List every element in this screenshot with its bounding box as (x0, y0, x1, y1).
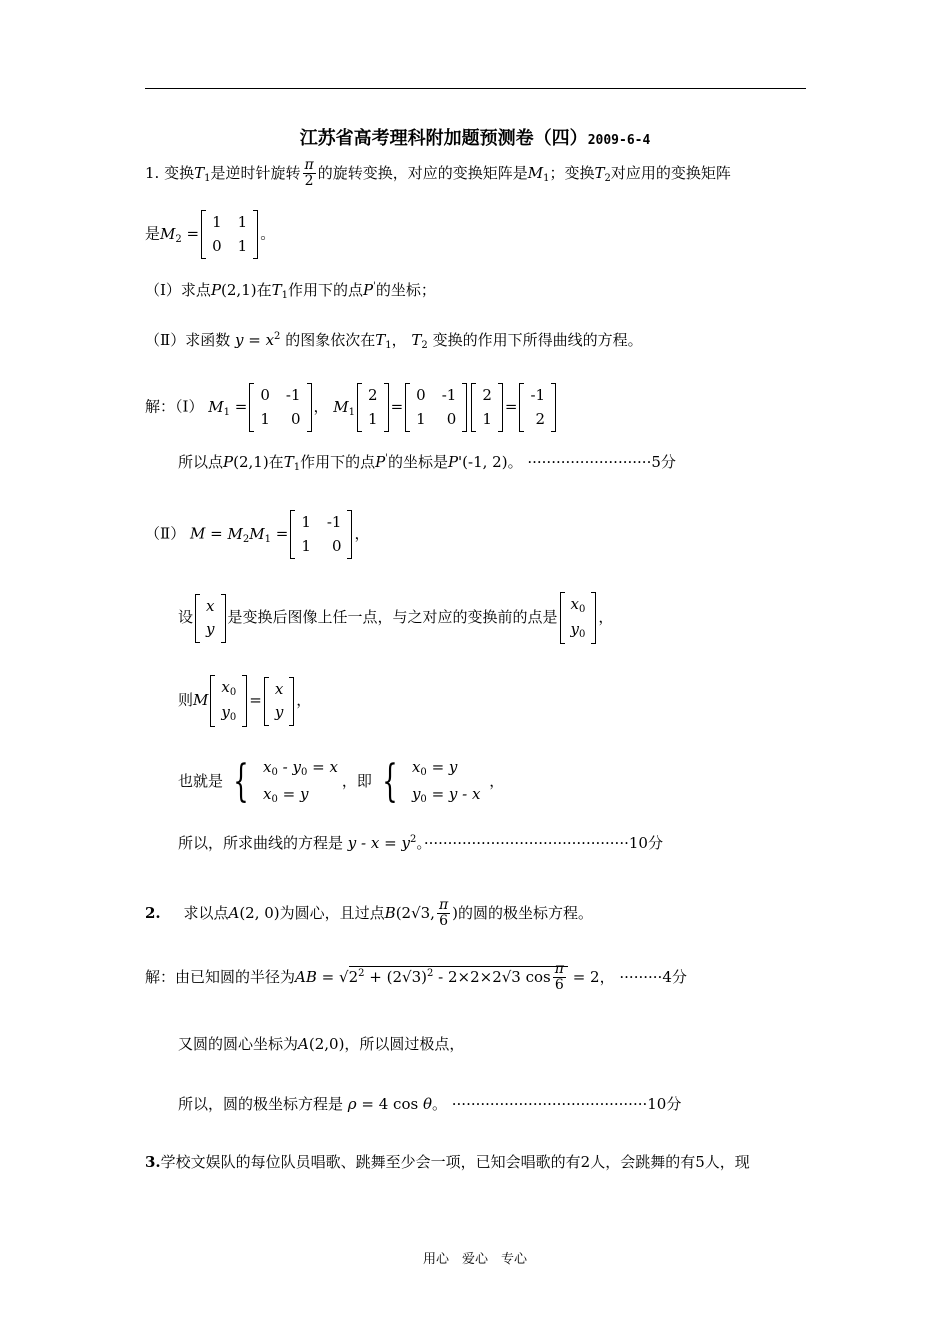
matrix-m: 1 -1 1 0 (290, 510, 352, 559)
solution-1-system: 也就是 { $x_0 - y_0 = x$ $x_0 = y$ ，即 { $x_0 = y$ $y_0 = y - x$ ， (178, 756, 505, 807)
solution-1-part-1: 解：（Ⅰ） $M_1$ = 0 -1 1 0 ， $M_1$ 2 1 = 0 -1 1 0 2 1 = -1 2 (145, 383, 806, 432)
solution-2-radius: 解：由已知圆的半径为AB = $√2^2 + (2√3)^2 - 2\times 2\times 2√3$ cos $\frac{\pi}{6}$ = 2， ·········4分 (145, 961, 687, 994)
problem-2-statement: 2. 求以点A(2, 0)为圆心，且过点B(2√3, $\frac{\pi}{6}$ )的圆的极坐标方程。 (145, 897, 594, 930)
text: 的旋转变换，对应的变换矩阵是 (317, 163, 528, 182)
text: 为圆心，且过点 (279, 903, 385, 922)
solution-1-conclusion: 所以，所求曲线的方程是 $y - x = y^2$。···········································10分 (178, 834, 663, 852)
text: 学校文娱队的每位队员唱歌、跳舞至少会一项，已知会唱歌的有2人，会跳舞的有5人，现 (160, 1153, 750, 1171)
header-rule (145, 88, 806, 89)
score: 5分 (651, 453, 676, 471)
text: 又圆的圆心坐标为 (178, 1035, 299, 1053)
solution-1-point-result: 所以点P(2,1)在$T_1$作用下的点P'的坐标是P'(-1, 2)。 ··························5分 (178, 453, 676, 473)
text: （Ⅰ） (175, 397, 204, 416)
text: 。 (260, 224, 276, 243)
text: 在 (256, 281, 272, 299)
text: 是 (145, 224, 161, 243)
score: 10分 (647, 1095, 682, 1113)
problem-number: 2. (145, 903, 161, 922)
matrix-m2: 1 1 0 1 (201, 210, 258, 259)
solution-1-part-2: （Ⅱ） $M = M_2M_1$ = 1 -1 1 0 ， (145, 510, 806, 559)
solution-1-then: 则M $x_0$ $y_0$ = x y ， (178, 675, 839, 727)
text: 作用下的点 (300, 453, 376, 471)
text: 在 (268, 453, 284, 471)
text: 也就是 (178, 772, 224, 790)
page-title (0, 124, 950, 150)
problem-number: 1. (145, 163, 160, 182)
vector-2-1-copy: 2 1 (471, 383, 503, 432)
equation-system-1: { $x_0 - y_0 = x$ $x_0 = y$ (233, 756, 338, 807)
vector-result: -1 2 (519, 383, 556, 432)
text: 则 (178, 691, 194, 709)
text: ，所以圆过极点， (344, 1035, 465, 1053)
problem-1-statement: 1. 变换$T_1$是逆时针旋转 $\frac{\pi}{2}$ 的旋转变换，对应的变换矩阵是$M_1$；变换$T_2$对应用的变换矩阵 (145, 157, 731, 190)
equation-system-2: { $x_0 = y$ $y_0 = y - x$ (382, 756, 481, 807)
text: 由已知圆的半径为 (175, 967, 296, 986)
matrix-m1-copy: 0 -1 1 0 (405, 383, 467, 432)
text: 对应用的变换矩阵 (610, 163, 731, 182)
text: 所以，所求曲线的方程是 (178, 834, 344, 852)
page-footer: 用心 爱心 专心 (422, 1252, 527, 1267)
solution-label: 解： (145, 967, 176, 986)
problem-number: 3. (145, 1153, 161, 1171)
text: 所以，圆的极坐标方程是 (178, 1095, 344, 1113)
text: 设 (178, 608, 194, 626)
text: 的坐标； (375, 281, 436, 299)
fraction-pi-over-2: $\frac{\pi}{2}$ (304, 157, 314, 190)
text: 的图象依次在 (285, 331, 376, 349)
text: 求以点 (183, 903, 229, 922)
problem-1-matrix-line: 是$M_2$ = 1 1 0 1 。 (145, 210, 806, 259)
vector-x0-y0: $x_0$ $y_0$ (560, 592, 597, 644)
text: 。 (507, 453, 523, 471)
solution-2-center: 又圆的圆心坐标为A(2,0)，所以圆过极点， (178, 1035, 465, 1053)
text: 作用下的点 (288, 281, 364, 299)
solution-2-conclusion: 所以，圆的极坐标方程是 ρ = 4 cos θ。 ·········································10分 (178, 1095, 682, 1113)
matrix-m1: 0 -1 1 0 (249, 383, 311, 432)
vector-x-y-copy: x y (264, 677, 294, 726)
problem-1-question-2: （Ⅱ）求函数 $y = x^2$ 的图象依次在$T_1$， $T_2$ 变换的作用下所得曲线的方程。 (145, 331, 643, 351)
text: 变换 (164, 163, 195, 182)
problem-1-question-1: （Ⅰ）求点P(2,1)在$T_1$作用下的点P'的坐标； (145, 281, 436, 301)
text: （Ⅰ）求点 (145, 281, 211, 299)
title-text: 江苏省高考理科附加题预测卷（四） (299, 128, 588, 149)
vector-x-y: x y (195, 594, 225, 643)
text: 是逆时针旋转 (210, 163, 301, 182)
text: （Ⅱ） (145, 524, 186, 543)
solution-1-set-point: 设 x y 是变换后图像上任一点，与之对应的变换前的点是 $x_0$ $y_0$ ， (178, 592, 839, 644)
text: 所以点 (178, 453, 224, 471)
vector-2-1: 2 1 (357, 383, 389, 432)
score: 4分 (662, 967, 687, 986)
text: 是变换后图像上任一点，与之对应的变换前的点是 (227, 608, 558, 626)
solution-label: 解： (145, 397, 176, 416)
problem-3-statement (145, 1153, 806, 1173)
text: 的坐标是 (387, 453, 448, 471)
text: 的圆的极坐标方程。 (458, 903, 594, 922)
text: ，即 (341, 772, 372, 790)
title-date: 2009-6-4 (587, 133, 651, 148)
text: （Ⅱ）求函数 (145, 331, 231, 349)
text: 变换的作用下所得曲线的方程。 (432, 331, 643, 349)
score: 10分 (628, 834, 663, 852)
vector-x0-y0-copy: $x_0$ $y_0$ (210, 675, 247, 727)
text: ， (391, 331, 407, 349)
text: ；变换 (549, 163, 595, 182)
